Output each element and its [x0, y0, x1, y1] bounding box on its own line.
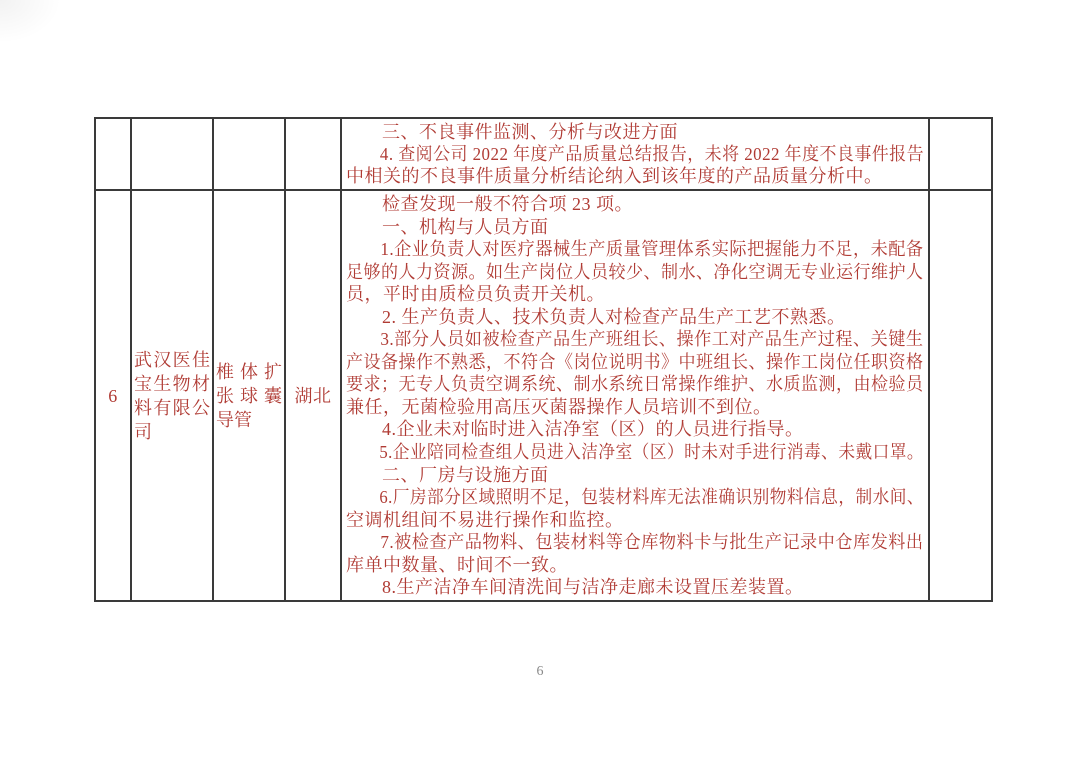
finding-line: 员，平时由质检员负责开关机。 [346, 284, 605, 305]
province-cell [284, 119, 340, 189]
finding-line: 5.企业陪同检查组人员进入洁净室（区）时未对手进行消毒、未戴口罩。 [379, 442, 924, 463]
finding-line: 一、机构与人员方面 [382, 216, 549, 237]
finding-line: 2. 生产负责人、技术负责人对检查产品生产工艺不熟悉。 [382, 306, 846, 327]
inspection-findings-table [94, 117, 993, 602]
findings-cell [340, 189, 928, 600]
company-cell [130, 189, 212, 600]
remark-cell [928, 189, 991, 600]
company-name: 武汉医佳宝生物材料有限公司 [134, 349, 210, 442]
finding-line: 空调机组间不易进行操作和监控。 [346, 509, 624, 530]
finding-line: 检查发现一般不符合项 23 项。 [382, 194, 633, 214]
finding-line: 8.生产洁净车间清洗间与洁净走廊未设置压差装置。 [382, 577, 804, 598]
seq-cell: 6 [96, 189, 130, 600]
finding-line: 7.被检查产品物料、包装材料等仓库物料卡与批生产记录中仓库发料出 [380, 532, 924, 553]
product-name: 椎体扩张球囊导管 [216, 361, 282, 430]
findings-cell [340, 119, 928, 189]
finding-line: 4.企业未对临时进入洁净室（区）的人员进行指导。 [382, 419, 804, 440]
remark-cell [928, 119, 991, 189]
finding-line: 足够的人力资源。如生产岗位人员较少、制水、净化空调无专业运行维护人 [346, 261, 924, 282]
product-cell [212, 119, 284, 189]
finding-line: 中相关的不良事件质量分析结论纳入到该年度的产品质量分析中。 [346, 166, 883, 186]
finding-line: 4. 查阅公司 2022 年度产品质量总结报告，未将 2022 年度不良事件报告 [379, 144, 924, 164]
finding-line: 兼任，无菌检验用高压灭菌器操作人员培训不到位。 [346, 396, 772, 417]
finding-line: 二、厂房与设施方面 [382, 464, 549, 485]
finding-line: 1.企业负责人对医疗器械生产质量管理体系实际把握能力不足，未配备 [380, 239, 924, 260]
company-cell [130, 119, 212, 189]
finding-line: 产设备操作不熟悉，不符合《岗位说明书》中班组长、操作工岗位任职资格 [346, 351, 924, 372]
finding-line: 三、不良事件监测、分析与改进方面 [382, 122, 678, 142]
product-cell [212, 189, 284, 600]
finding-line: 6.厂房部分区域照明不足，包装材料库无法准确识别物料信息，制水间、 [379, 487, 924, 508]
province-cell: 湖北 [284, 189, 340, 600]
seq-cell [96, 119, 130, 189]
finding-line: 库单中数量、时间不一致。 [346, 554, 568, 575]
finding-line: 3.部分人员如被检查产品生产班组长、操作工对产品生产过程、关键生 [380, 329, 924, 350]
page-number: 6 [536, 664, 544, 679]
finding-line: 要求；无专人负责空调系统、制水系统日常操作维护、水质监测，由检验员 [346, 374, 924, 395]
